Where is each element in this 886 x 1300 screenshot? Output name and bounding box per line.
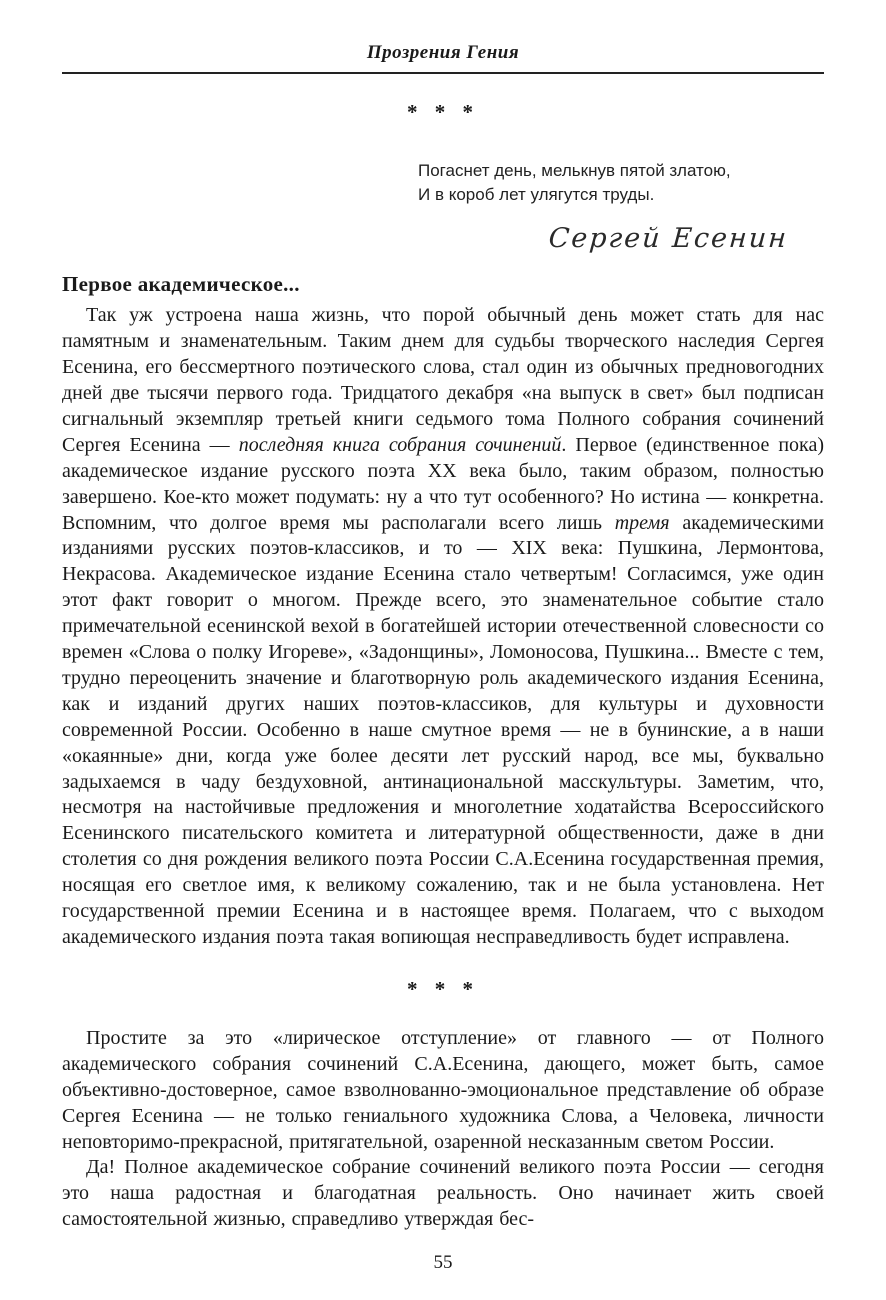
running-head: [62, 42, 824, 74]
epigraph-line-2: И в короб лет улягутся труды.: [418, 185, 655, 205]
section-heading: Первое академическое...: [62, 272, 300, 297]
running-head-title: Прозрения Гения: [366, 42, 520, 63]
author-signature: Сергей Есенин: [547, 223, 790, 255]
page-number: 55: [433, 1252, 453, 1273]
section-separator-top: * * *: [407, 100, 479, 124]
paragraph-second: Простите за это «лирическое отступление» от главного — от Полного академического собрания сочинений С.А.Есенина, дающего, может быть, самое объективно-достоверное, самое взволнованно-эмоциональное представление об образе Сергея Есенина — не только гениального художника Слова, а Человека, личности неповторимо-прекрасной, притягательной, озаренной несказанным светом России.: [62, 1026, 824, 1153]
epigraph: [418, 159, 824, 207]
paragraph-main: Так уж устроена наша жизнь, что порой обычный день может стать для нас памятным и знаменательным. Таким днем для судьбы творческого наследия Сергея Есенина, его бессмертного поэтического слова, стал один из обычных предновогодних дней две тысячи первого года. Тридцатого декабря «на выпуск в свет» был подписан сигнальный экземпляр третьей книги седьмого тома Полного собрания сочинений Сергея Есенина — последняя книга собрания сочинений. Первое (единственное пока) академическое издание русского поэта XX века было, таким образом, полностью завершено. Кое-кто может подумать: ну а что тут особенного? Но истина — конкретна. Вспомним, что долгое время мы располагали всего лишь тремя академическими изданиями русских поэтов-классиков, и то — XIX века: Пушкина, Лермонтова, Некрасова. Академическое издание Есенина стало четвертым! Согласимся, уже один этот факт говорит о многом. Прежде всего, это знаменательное событие стало примечательной есенинской вехой в богатейшей истории отечественной словесности со времен «Слова о полку Игореве», «Задонщины», Ломоносова, Пушкина... Вместе с тем, трудно переоценить значение и благотворную роль академического издания Есенина, как и изданий других наших поэтов-классиков, для культуры и духовности современной России. Особенно в наше смутное время — не в бунинские, а в наши «окаянные» дни, когда уже более десяти лет русский народ, все мы, буквально задыхаемся в чаду бездуховной, антинациональной масскультуры. Заметим, что, несмотря на настойчивые предложения и многолетние ходатайства Всероссийского Есенинского писательского комитета и литературной общественности, даже в дни столетия со дня рождения великого поэта России С.А.Есенина государственная премия, носящая его светлое имя, к великому сожалению, так и не была установлена. Нет государственной премии Есенина и в настоящее время. Полагаем, что с выходом академического издания поэта такая вопиющая несправедливость будет исправлена.: [62, 304, 824, 948]
section-separator-mid: * * *: [407, 976, 479, 1001]
epigraph-line-1: Погаснет день, мелькнув пятой златою,: [418, 161, 731, 180]
paragraph-third: Да! Полное академическое собрание сочинений великого поэта России — сегодня это наша радостная и благодатная реальность. Оно начинает жить своей самостоятельной жизнью, справедливо утверждая бес-: [62, 1156, 824, 1231]
